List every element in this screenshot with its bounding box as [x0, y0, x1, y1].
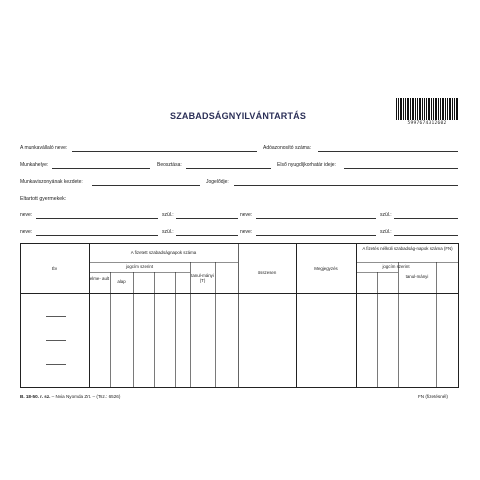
col-note: Megjegyzés [314, 266, 338, 271]
child-1-name-label: neve: [20, 212, 33, 218]
footer-publisher: – Nvia Nyomda Zrt. – (Tsz.: 6526) [51, 394, 121, 399]
child-2-born-label: szül.: [380, 212, 392, 218]
child-3-name-label: neve: [20, 229, 33, 235]
tax-id-label: Adóazonosító száma: [263, 145, 312, 151]
col-base: alap [117, 279, 126, 284]
predecessor-label: Jogelődje: [206, 179, 229, 185]
entitled-header: jogcím szerint [125, 264, 154, 269]
position-label: Beosztása: [157, 162, 182, 168]
col-eszt: elme- ault [89, 276, 110, 281]
paid-leave-header: A fizetett szabadságnapok száma [130, 250, 197, 255]
child-2-name-label: neve: [240, 212, 253, 218]
children-heading: Eltartott gyermekek: [20, 196, 67, 202]
retirement-date-label: Első nyugdíjkorhatár ideje: [277, 162, 336, 168]
child-4-name-label: neve: [240, 229, 253, 235]
child-3-born-label: szül.: [162, 229, 174, 235]
footer-code-number: B. 18-50. r. sz. [20, 394, 51, 399]
unpaid-leave-header: A fizetés nélküli szabadság-napok száma (FN) [362, 246, 453, 251]
child-1-born-label: szül.: [162, 212, 174, 218]
col-total: összesen [257, 270, 277, 275]
col-study: tanul-mányi (T) [191, 273, 214, 283]
child-4-born-label: szül.: [380, 229, 392, 235]
employee-name-label: A munkavállaló neve: [20, 145, 68, 151]
year-header: Év [51, 266, 58, 271]
unpaid-study: tanul-mányi [405, 274, 429, 279]
footer-code [20, 394, 120, 399]
unpaid-entitled-header: jogcím szerint [382, 264, 410, 269]
workplace-label: Munkahelye: [20, 162, 49, 168]
barcode-number: 5997674312602 [407, 121, 447, 126]
form-title: SZABADSÁGNYILVÁNTARTÁS [170, 111, 307, 121]
footer-note: FN (fizetésnél) [418, 394, 448, 399]
start-date-label: Munkaviszonyának kezdete: [20, 179, 83, 185]
